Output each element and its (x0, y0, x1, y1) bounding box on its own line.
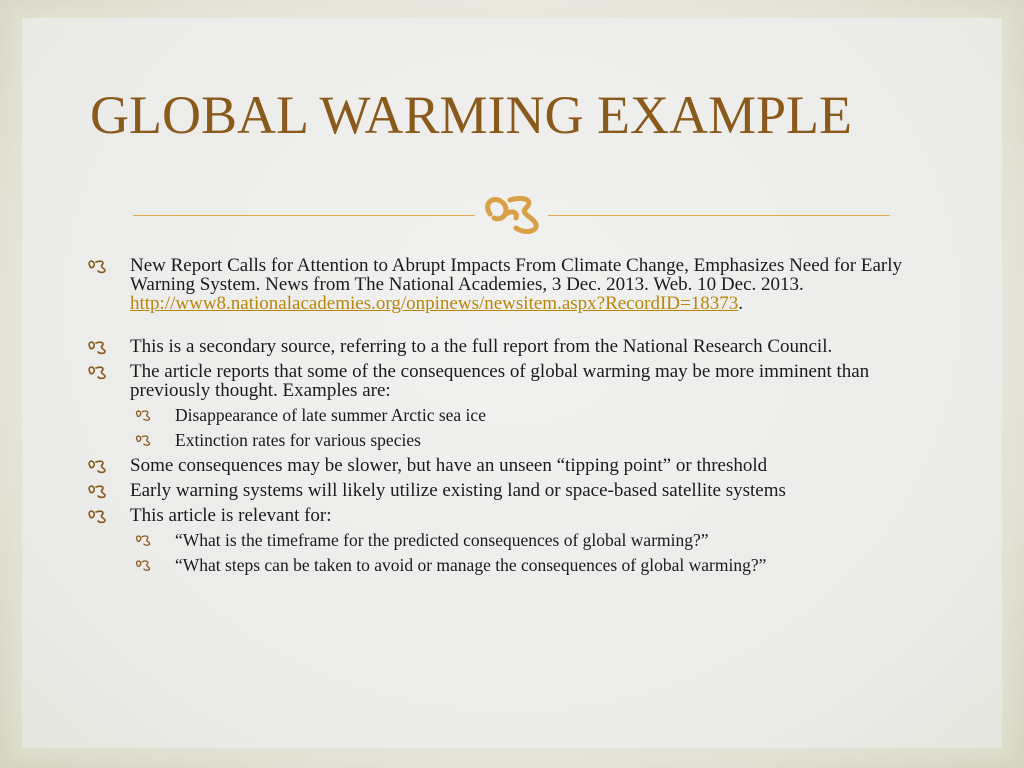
scroll-flourish-icon (134, 558, 152, 572)
slide-title: GLOBAL WARMING EXAMPLE (90, 85, 852, 145)
bullet-text: The article reports that some of the consequences of global warming may be more imminent than previously thought. Examples are: (130, 361, 870, 401)
slide-content (86, 256, 946, 575)
bullet-text: New Report Calls for Attention to Abrupt Impacts From Climate Change, Emphasizes Need for Early Warning System. News from The National Academies, 3 Dec. 2013. Web. 10 Dec. 2013. (130, 255, 902, 295)
title-divider-left (133, 215, 475, 216)
bullet-item (86, 337, 946, 356)
scroll-flourish-icon (86, 508, 108, 524)
scroll-flourish-icon (86, 483, 108, 499)
scroll-flourish-icon (476, 190, 546, 238)
scroll-flourish-icon (86, 458, 108, 474)
bullet-text: This is a secondary source, referring to a the full report from the National Research Council. (130, 336, 833, 357)
link-period: . (738, 293, 743, 314)
sub-bullet-item (86, 531, 946, 550)
sub-bullet-text: Extinction rates for various species (175, 430, 421, 450)
scroll-flourish-icon (134, 533, 152, 547)
sub-bullet-text: Disappearance of late summer Arctic sea ice (175, 405, 486, 425)
bullet-text: This article is relevant for: (130, 505, 332, 526)
bullet-text: Early warning systems will likely utilize existing land or space-based satellite systems (130, 480, 786, 501)
bullet-item (86, 456, 946, 475)
title-divider-right (548, 215, 890, 216)
scroll-flourish-icon (86, 339, 108, 355)
scroll-flourish-icon (86, 258, 108, 274)
sub-bullet-item (86, 556, 946, 575)
sub-bullet-item (86, 406, 946, 425)
bullet-item (86, 362, 946, 400)
bullet-item (86, 481, 946, 500)
scroll-flourish-icon (134, 433, 152, 447)
sub-bullet-item (86, 431, 946, 450)
bullet-text: Some consequences may be slower, but have an unseen “tipping point” or threshold (130, 455, 768, 476)
sub-bullet-text: “What is the timeframe for the predicted consequences of global warming?” (175, 530, 709, 550)
sub-bullet-text: “What steps can be taken to avoid or manage the consequences of global warming?” (175, 555, 767, 575)
bullet-item (86, 506, 946, 525)
report-link[interactable]: http://www8.nationalacademies.org/onpinews/newsitem.aspx?RecordID=18373 (130, 293, 739, 314)
scroll-flourish-icon (86, 364, 108, 380)
bullet-item (86, 256, 946, 313)
spacer (86, 313, 946, 337)
scroll-flourish-icon (134, 408, 152, 422)
